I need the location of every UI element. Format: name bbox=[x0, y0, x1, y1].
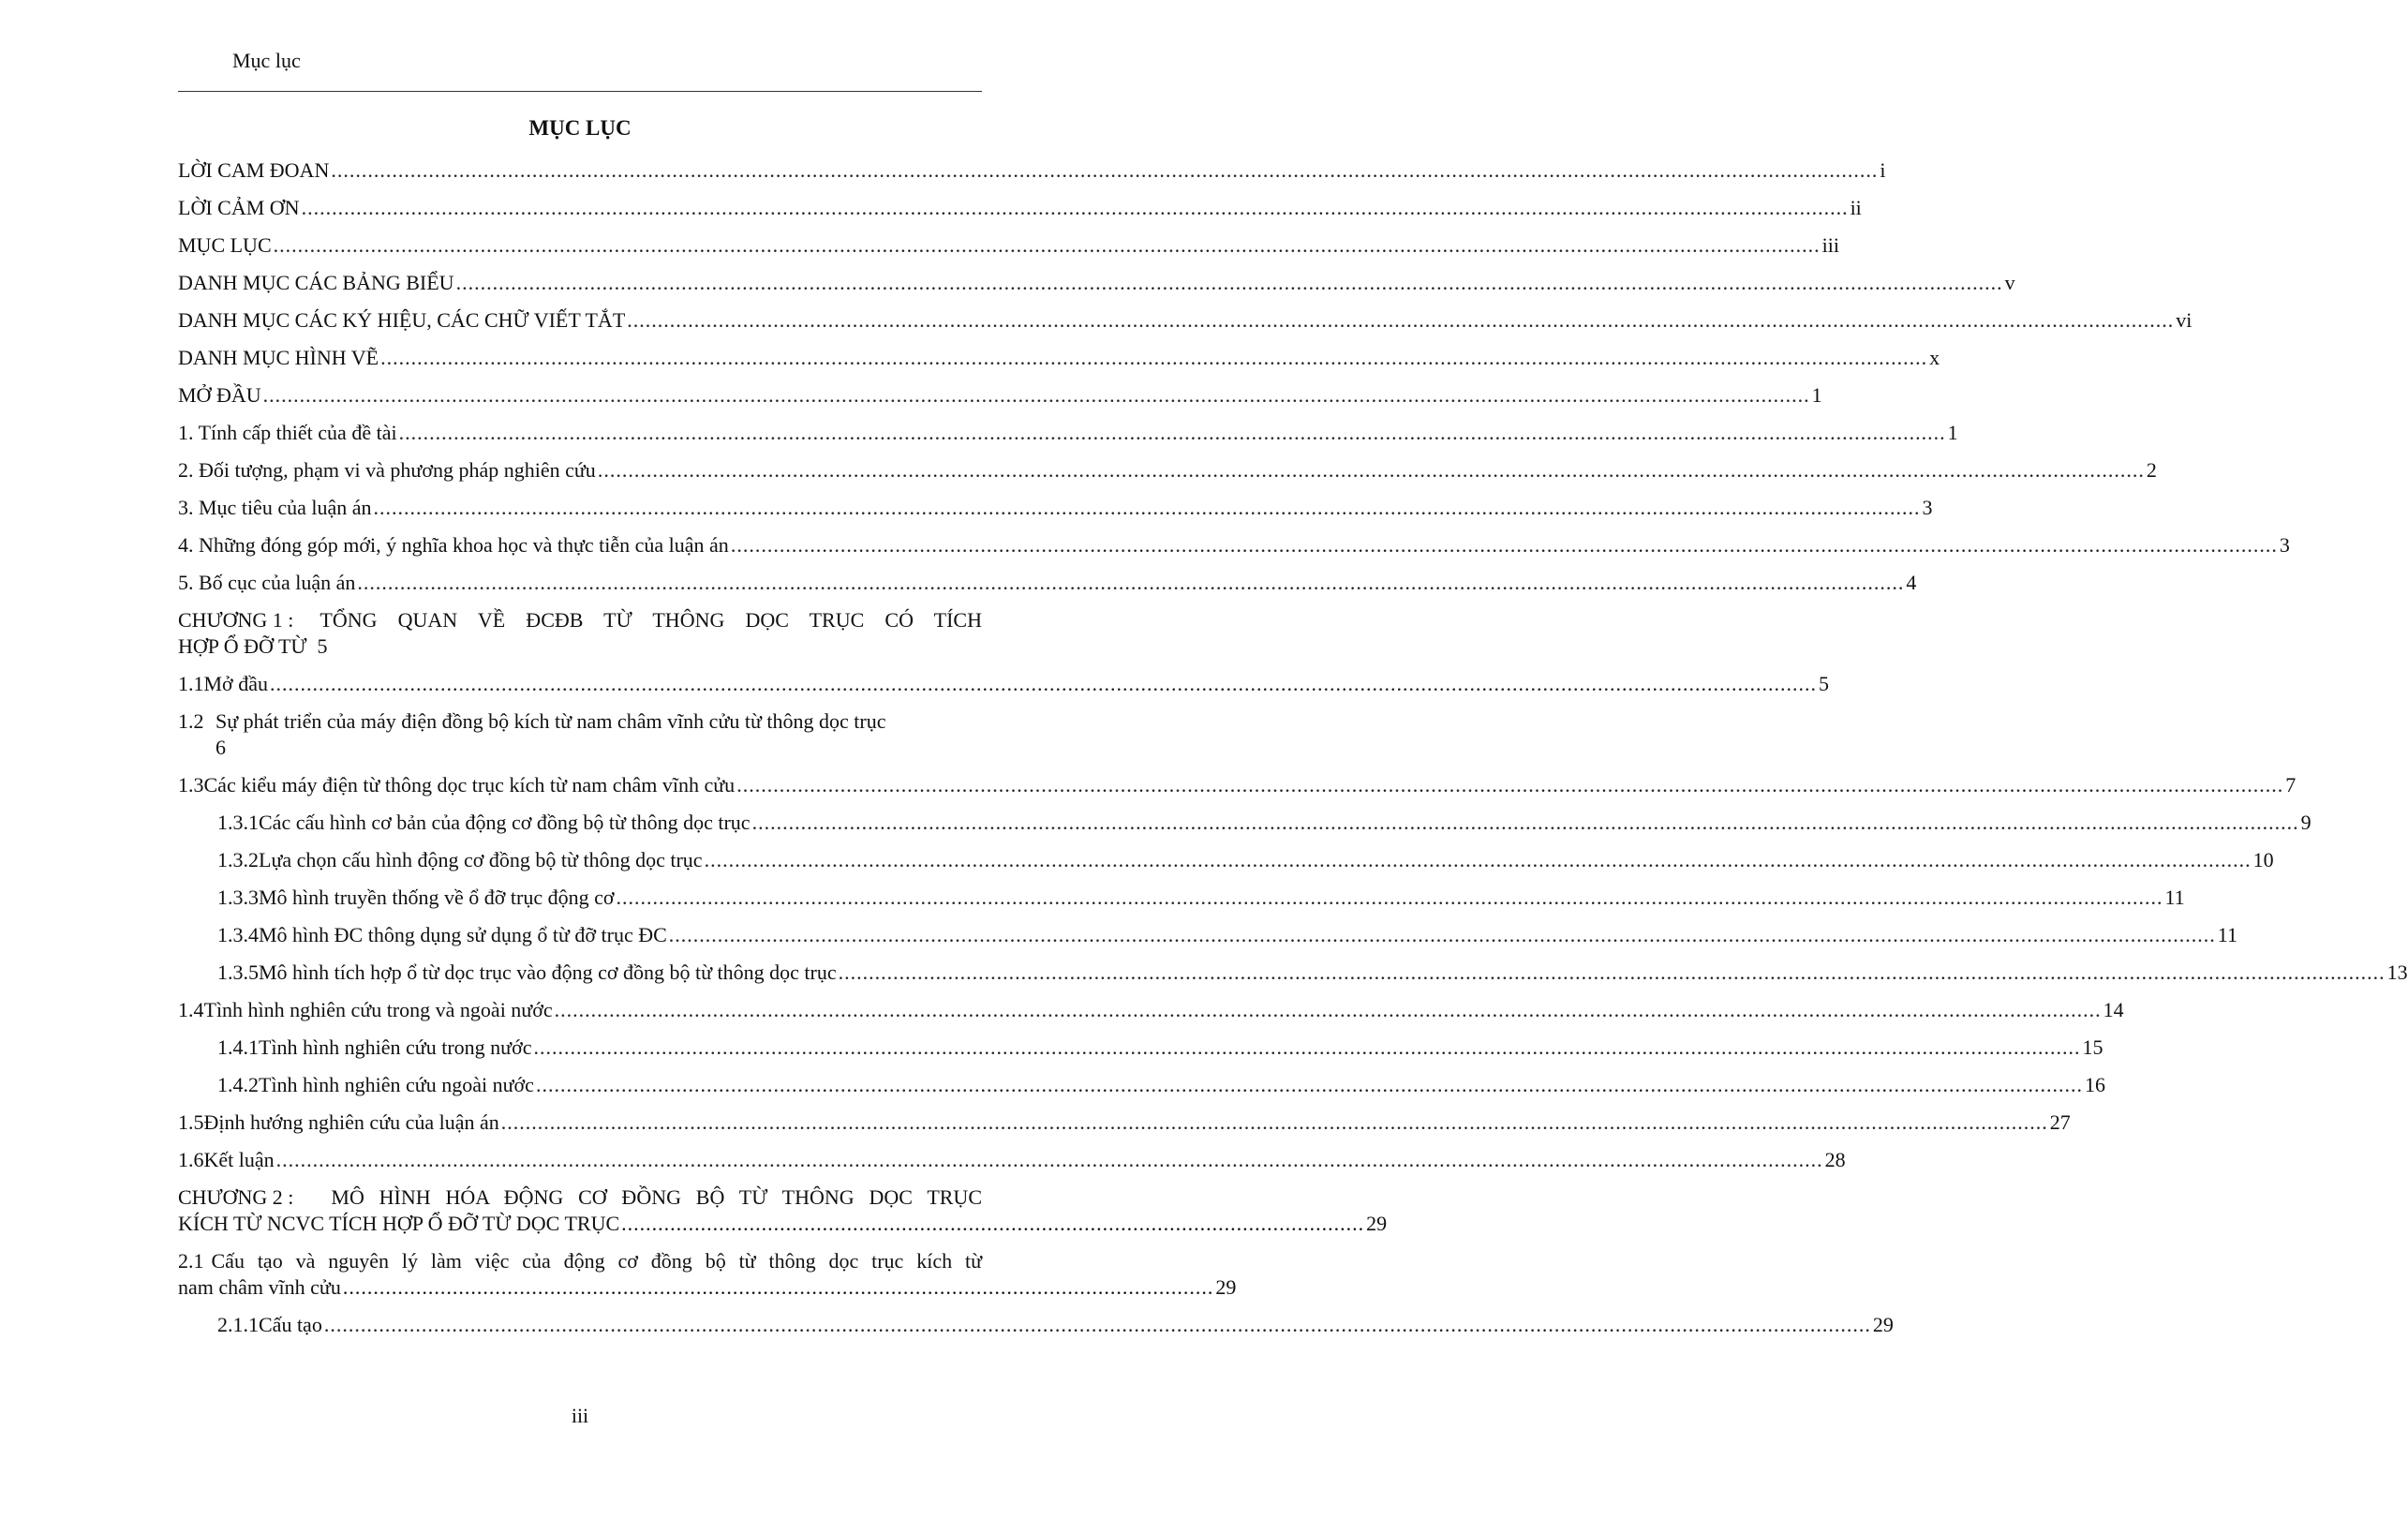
chapter-number: CHƯƠNG 2 : bbox=[178, 1185, 294, 1209]
leader-dots bbox=[731, 532, 2278, 558]
leader-dots bbox=[263, 382, 1810, 409]
leader-dots bbox=[752, 810, 2299, 836]
toc-label: Các kiểu máy điện từ thông dọc trục kích từ nam châm vĩnh cửu bbox=[203, 773, 736, 797]
toc-label: Tình hình nghiên cứu trong và ngoài nước bbox=[203, 998, 553, 1021]
section-number: 1.3.2 bbox=[217, 848, 259, 871]
toc-label: Mở đầu bbox=[203, 672, 268, 695]
section-number: 1.4.2 bbox=[217, 1073, 259, 1096]
toc-page: 5 bbox=[1818, 672, 1829, 695]
page-number: iii bbox=[571, 1404, 589, 1427]
chapter-title-line1: MÔ HÌNH HÓA ĐỘNG CƠ ĐỒNG BỘ TỪ THÔNG DỌC TRỤC bbox=[331, 1185, 982, 1209]
toc-page: 10 bbox=[2252, 848, 2274, 871]
toc-label: Mô hình tích hợp ổ từ dọc trục vào động cơ đồng bộ từ thông dọc trục bbox=[259, 961, 837, 984]
toc-label: LỜI CẢM ƠN bbox=[178, 196, 300, 219]
toc-page: 1 bbox=[1947, 421, 1958, 444]
toc-entry-1-4-1[interactable] bbox=[217, 1035, 2103, 1061]
chapter-line-1 bbox=[178, 1184, 982, 1211]
toc-label: 4. Những đóng góp mới, ý nghĩa khoa học và thực tiễn của luận án bbox=[178, 533, 729, 557]
toc-entry-1-3-5[interactable] bbox=[217, 960, 2408, 986]
leader-dots bbox=[839, 960, 2386, 986]
toc-entry-1-5[interactable] bbox=[178, 1110, 2071, 1136]
chapter-number: CHƯƠNG 1 : bbox=[178, 608, 294, 632]
toc-page: 9 bbox=[2300, 811, 2311, 834]
toc-page: 29 bbox=[1872, 1313, 1894, 1336]
leader-dots bbox=[380, 345, 1927, 371]
chapter-line-1 bbox=[178, 607, 982, 633]
toc-page: 7 bbox=[2285, 773, 2297, 797]
toc-page: 29 bbox=[1215, 1275, 1237, 1299]
toc-page: 6 bbox=[216, 736, 226, 759]
leader-dots bbox=[374, 495, 1921, 521]
leader-dots bbox=[555, 997, 2102, 1023]
toc-label: MỞ ĐẦU bbox=[178, 383, 261, 407]
leader-dots bbox=[324, 1312, 1871, 1338]
section-number: 1.3.5 bbox=[217, 961, 259, 984]
toc-label-line1: Cấu tạo và nguyên lý làm việc của động cơ đồng bộ từ thông dọc trục kích từ bbox=[211, 1249, 982, 1273]
leader-dots bbox=[456, 270, 2003, 296]
toc-entry-loi-cam-doan[interactable] bbox=[178, 157, 1886, 184]
leader-dots bbox=[331, 157, 1878, 184]
toc-page: i bbox=[1880, 158, 1886, 182]
toc-label: DANH MỤC CÁC BẢNG BIỂU bbox=[178, 271, 454, 294]
toc-label: Tình hình nghiên cứu ngoài nước bbox=[259, 1073, 534, 1096]
chapter-line-2 bbox=[178, 633, 982, 660]
toc-label: LỜI CAM ĐOAN bbox=[178, 158, 330, 182]
toc-label: Định hướng nghiên cứu của luận án bbox=[203, 1110, 499, 1134]
section-number: 1.3.1 bbox=[217, 811, 259, 834]
chapter-line-2 bbox=[178, 1211, 1388, 1237]
toc-entry-mo-dau[interactable] bbox=[178, 382, 1822, 409]
toc-entry-intro-5[interactable] bbox=[178, 570, 1917, 596]
toc-entry-1-3-1[interactable] bbox=[217, 810, 2311, 836]
leader-dots bbox=[598, 457, 2145, 484]
toc-entry-1-3[interactable] bbox=[178, 772, 2297, 798]
leader-dots bbox=[501, 1110, 2048, 1136]
toc-label: DANH MỤC CÁC KÝ HIỆU, CÁC CHỮ VIẾT TẮT bbox=[178, 308, 626, 332]
section-line-2 bbox=[178, 1274, 1237, 1301]
toc-page: x bbox=[1929, 346, 1940, 369]
section-number: 1.2 bbox=[178, 709, 204, 733]
toc-label: 5. Bố cục của luận án bbox=[178, 571, 356, 594]
toc-entry-intro-1[interactable] bbox=[178, 420, 1958, 446]
toc-label: Kết luận bbox=[203, 1148, 275, 1171]
leader-dots bbox=[705, 847, 2252, 873]
leader-dots bbox=[357, 570, 1904, 596]
leader-dots bbox=[536, 1072, 2083, 1098]
toc-page: ii bbox=[1850, 196, 1862, 219]
toc-page: 11 bbox=[2217, 923, 2237, 946]
toc-page: 11 bbox=[2164, 886, 2185, 909]
toc-label: Lựa chọn cấu hình động cơ đồng bộ từ thông dọc trục bbox=[259, 848, 703, 871]
toc-entry-danh-muc-bang-bieu[interactable] bbox=[178, 270, 2015, 296]
toc-page: 4 bbox=[1906, 571, 1917, 594]
toc-page: 29 bbox=[1366, 1212, 1388, 1235]
toc-label: Mô hình truyền thống về ổ đỡ trục động cơ bbox=[259, 886, 615, 909]
toc-label: MỤC LỤC bbox=[178, 233, 272, 257]
running-header: Mục lục bbox=[232, 49, 301, 72]
toc-page: 3 bbox=[1922, 496, 1933, 519]
leader-dots bbox=[736, 772, 2283, 798]
toc-page: v bbox=[2004, 271, 2015, 294]
chapter-title-line2: KÍCH TỪ NCVC TÍCH HỢP Ổ ĐỠ TỪ DỌC TRỤC bbox=[178, 1212, 620, 1235]
chapter-title-line1: TỔNG QUAN VỀ ĐCĐB TỪ THÔNG DỌC TRỤC CÓ TÍCH bbox=[320, 608, 982, 632]
toc-entry-2-1[interactable] bbox=[178, 1248, 1237, 1301]
toc-page: iii bbox=[1821, 233, 1839, 257]
toc-page: 1 bbox=[1811, 383, 1822, 407]
toc-label: 3. Mục tiêu của luận án bbox=[178, 496, 372, 519]
toc-page: 3 bbox=[2279, 533, 2290, 557]
leader-dots bbox=[669, 922, 2216, 948]
toc-page: 5 bbox=[317, 634, 328, 658]
toc-entry-chapter-2[interactable] bbox=[178, 1184, 1388, 1237]
toc-entry-1-4[interactable] bbox=[178, 997, 2124, 1023]
toc-page: 2 bbox=[2146, 458, 2157, 482]
toc-entry-1-6[interactable] bbox=[178, 1147, 1846, 1173]
section-number: 2.1.1 bbox=[217, 1313, 259, 1336]
toc-label: Tình hình nghiên cứu trong nước bbox=[259, 1035, 532, 1059]
toc-page: vi bbox=[2176, 308, 2192, 332]
toc-entry-1-3-3[interactable] bbox=[217, 885, 2185, 911]
toc-page: 15 bbox=[2082, 1035, 2103, 1059]
header-rule bbox=[178, 91, 982, 92]
section-number: 1.4 bbox=[178, 998, 204, 1021]
section-number: 1.6 bbox=[178, 1148, 204, 1171]
section-number: 1.3 bbox=[178, 773, 204, 797]
toc-entry-loi-cam-on[interactable] bbox=[178, 195, 1862, 221]
toc-label: DANH MỤC HÌNH VẼ bbox=[178, 346, 379, 369]
section-line-1 bbox=[178, 1248, 982, 1274]
leader-dots bbox=[270, 671, 1817, 697]
toc-label: 2. Đối tượng, phạm vi và phương pháp nghiên cứu bbox=[178, 458, 596, 482]
leader-dots bbox=[302, 195, 1849, 221]
toc-entry-intro-4[interactable] bbox=[178, 532, 2290, 558]
toc-entry-1-1[interactable] bbox=[178, 671, 1829, 697]
toc-page: 28 bbox=[1824, 1148, 1846, 1171]
chapter-title-line2: HỢP Ổ ĐỠ TỪ bbox=[178, 634, 307, 658]
leader-dots bbox=[274, 232, 1821, 259]
toc-entry-1-2[interactable] bbox=[178, 708, 982, 761]
toc-entry-1-3-2[interactable] bbox=[217, 847, 2274, 873]
toc-label: 1. Tính cấp thiết của đề tài bbox=[178, 421, 397, 444]
toc-entry-danh-muc-ky-hieu[interactable] bbox=[178, 307, 2192, 334]
toc-label: Mô hình ĐC thông dụng sử dụng ổ từ đỡ trục ĐC bbox=[259, 923, 667, 946]
section-number: 1.1 bbox=[178, 672, 204, 695]
leader-dots: ............................................................................................................................................... bbox=[342, 1275, 1214, 1299]
section-number: 1.5 bbox=[178, 1110, 204, 1134]
leader-dots: .......................................................................................................................... bbox=[621, 1212, 1365, 1235]
section-number: 1.4.1 bbox=[217, 1035, 259, 1059]
section-number: 1.3.3 bbox=[217, 886, 259, 909]
toc-label: Cấu tạo bbox=[259, 1313, 322, 1336]
toc-entry-chapter-1[interactable] bbox=[178, 607, 982, 660]
toc-page: 13 bbox=[2386, 961, 2408, 984]
toc-entry-muc-luc[interactable] bbox=[178, 232, 1839, 259]
leader-dots bbox=[399, 420, 1946, 446]
toc-entry-1-4-2[interactable] bbox=[217, 1072, 2105, 1098]
toc-entry-intro-3[interactable] bbox=[178, 495, 1933, 521]
toc-entry-2-1-1[interactable] bbox=[217, 1312, 1894, 1338]
toc-entry-intro-2[interactable] bbox=[178, 457, 2157, 484]
leader-dots bbox=[617, 885, 2163, 911]
toc-entry-danh-muc-hinh-ve[interactable] bbox=[178, 345, 1940, 371]
section-number: 2.1 bbox=[178, 1249, 204, 1273]
toc-label: Sự phát triển của máy điện đồng bộ kích từ nam châm vĩnh cửu từ thông dọc trục bbox=[216, 709, 886, 733]
toc-page: 16 bbox=[2084, 1073, 2105, 1096]
leader-dots bbox=[276, 1147, 1823, 1173]
toc-page: 14 bbox=[2103, 998, 2124, 1021]
toc-label: Các cấu hình cơ bản của động cơ đồng bộ từ thông dọc trục bbox=[259, 811, 751, 834]
leader-dots bbox=[627, 307, 2174, 334]
leader-dots bbox=[534, 1035, 2081, 1061]
toc-page: 27 bbox=[2049, 1110, 2071, 1134]
toc-entry-1-3-4[interactable] bbox=[217, 922, 2237, 948]
section-number: 1.3.4 bbox=[217, 923, 259, 946]
page-title: MỤC LỤC bbox=[528, 116, 632, 140]
toc-label-line2: nam châm vĩnh cửu bbox=[178, 1275, 341, 1299]
